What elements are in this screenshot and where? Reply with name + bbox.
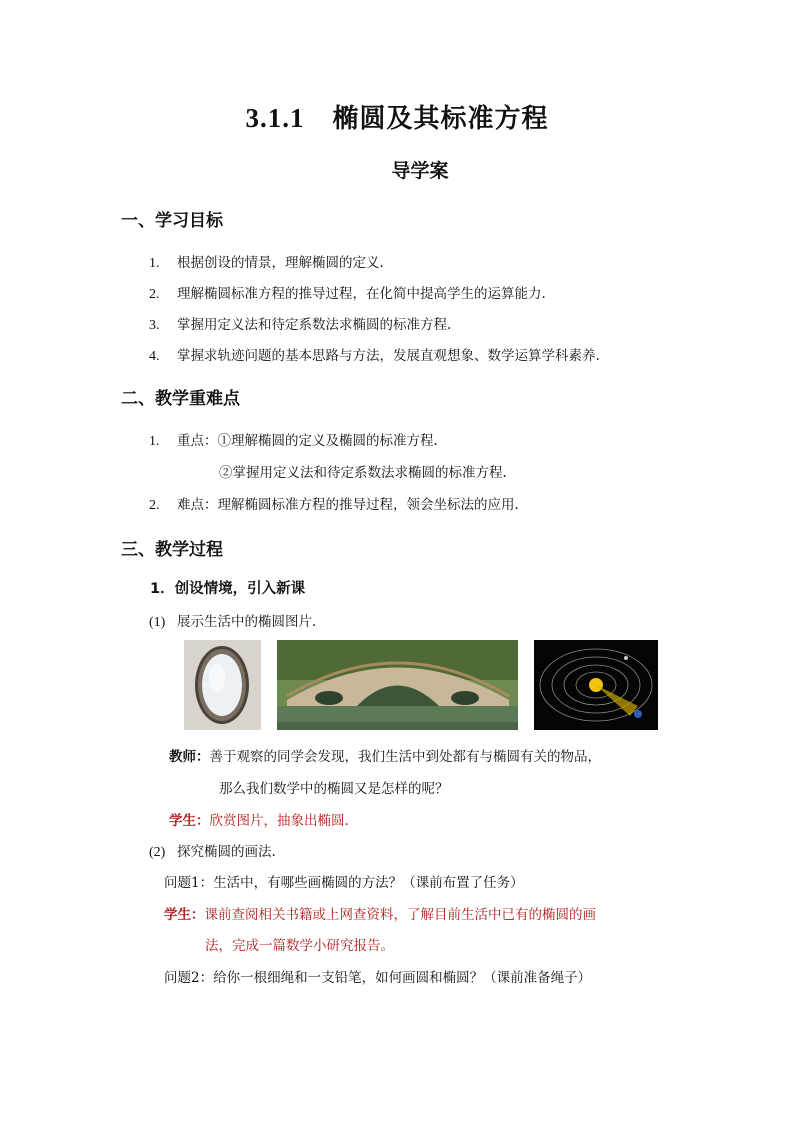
title-text: 椭圆及其标准方程 <box>332 104 549 134</box>
student-label: 学生： <box>164 907 205 923</box>
key-point-item-2 <box>149 493 519 514</box>
section-heading-key-points: 二、教学重难点 <box>121 389 240 409</box>
objective-item-4 <box>149 344 600 365</box>
student-line-2 <box>164 903 596 923</box>
teacher-text: 善于观察的同学会发现，我们生活中到处都有与椭圆有关的物品， <box>209 749 601 765</box>
item-text: 难点：理解椭圆标准方程的推导过程，领会坐标法的应用. <box>177 497 519 513</box>
student-label: 学生： <box>169 813 210 829</box>
item-text: 探究椭圆的画法. <box>177 844 276 860</box>
item-text: 理解椭圆标准方程的推导过程，在化简中提高学生的运算能力. <box>177 286 546 302</box>
item-text: 展示生活中的椭圆图片. <box>177 614 317 630</box>
item-number: 1. <box>149 434 160 449</box>
item-text: 根据创设的情景，理解椭圆的定义. <box>177 255 384 271</box>
student-text: 课前查阅相关书籍或上网查资料，了解目前生活中已有的椭圆的画 <box>204 907 596 923</box>
item-number: (1) <box>149 615 166 630</box>
question-1 <box>164 871 524 891</box>
item-number: 2. <box>149 287 160 302</box>
key-point-item-1 <box>149 429 438 450</box>
question-2 <box>164 966 591 986</box>
objective-item-1 <box>149 251 384 272</box>
section-number: 3.1.1 <box>245 103 305 133</box>
question-text: 生活中，有哪些画椭圆的方法？（课前布置了任务） <box>213 875 524 891</box>
question-label: 问题1： <box>164 875 214 891</box>
item-number: 1. <box>149 256 160 271</box>
procedure-item-2 <box>149 840 276 861</box>
step-heading: 1．创设情境，引入新课 <box>150 581 306 597</box>
item-text: 掌握求轨迹问题的基本思路与方法，发展直观想象、数学运算学科素养. <box>177 348 600 364</box>
objective-item-3 <box>149 313 451 334</box>
student-text: 欣赏图片，抽象出椭圆. <box>209 813 349 829</box>
section-heading-objectives: 一、学习目标 <box>121 211 223 231</box>
teacher-line-2: 那么我们数学中的椭圆又是怎样的呢？ <box>219 781 449 797</box>
question-label: 问题2： <box>164 970 214 986</box>
section-heading-process: 三、教学过程 <box>121 540 223 560</box>
oval-mirror-image <box>184 640 261 730</box>
item-text: 重点：①理解椭圆的定义及椭圆的标准方程. <box>177 433 438 449</box>
solar-system-image <box>534 640 658 730</box>
arch-bridge-image <box>277 640 518 730</box>
question-text: 给你一根细绳和一支铅笔，如何画圆和椭圆？（课前准备绳子） <box>213 970 592 986</box>
key-point-item-1-cont: ②掌握用定义法和待定系数法求椭圆的标准方程. <box>219 465 507 481</box>
item-number: 3. <box>149 318 160 333</box>
student-line-1 <box>169 809 349 829</box>
page-title <box>0 98 794 135</box>
item-number: (2) <box>149 845 166 860</box>
teacher-line-1 <box>169 745 601 765</box>
item-number: 2. <box>149 498 160 513</box>
teacher-label: 教师： <box>169 749 210 765</box>
student-line-2-cont: 法，完成一篇数学小研究报告。 <box>205 938 394 954</box>
procedure-item-1 <box>149 610 316 631</box>
item-text: 掌握用定义法和待定系数法求椭圆的标准方程. <box>177 317 452 333</box>
objective-item-2 <box>149 282 546 303</box>
page-subtitle: 导学案 <box>391 160 449 182</box>
item-number: 4. <box>149 349 160 364</box>
